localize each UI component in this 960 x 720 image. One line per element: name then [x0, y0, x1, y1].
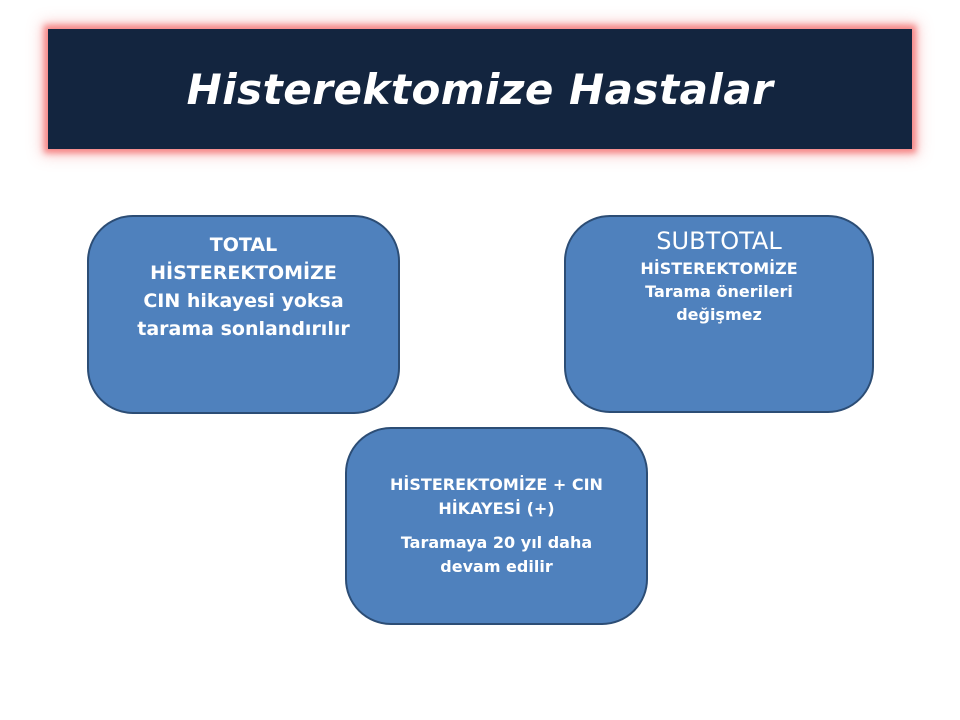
total-box-line-4: tarama sonlandırılır [137, 318, 350, 340]
cin-box-heading-line-1: HİSTEREKTOMİZE + CIN [390, 475, 603, 494]
subtotal-box-line-1: HİSTEREKTOMİZE [640, 259, 798, 278]
total-box-line-2: HİSTEREKTOMİZE [150, 262, 337, 284]
total-hysterectomy-box [87, 215, 400, 414]
subtotal-box-line-3: değişmez [676, 305, 762, 324]
total-box-line-3: CIN hikayesi yoksa [143, 290, 344, 312]
cin-box-line-1: Taramaya 20 yıl daha [400, 533, 593, 552]
subtotal-box-heading: SUBTOTAL [656, 227, 782, 255]
subtotal-box-line-2: Tarama önerileri [645, 282, 793, 301]
slide-title: Histerektomize Hastalar [186, 64, 774, 114]
total-box-line-1: TOTAL [209, 234, 278, 256]
title-banner [48, 29, 912, 149]
subtotal-hysterectomy-box [564, 215, 874, 413]
cin-box-heading-line-2: HİKAYESİ (+) [438, 499, 555, 518]
cin-history-box [345, 427, 648, 625]
cin-box-line-2: devam edilir [440, 557, 553, 576]
